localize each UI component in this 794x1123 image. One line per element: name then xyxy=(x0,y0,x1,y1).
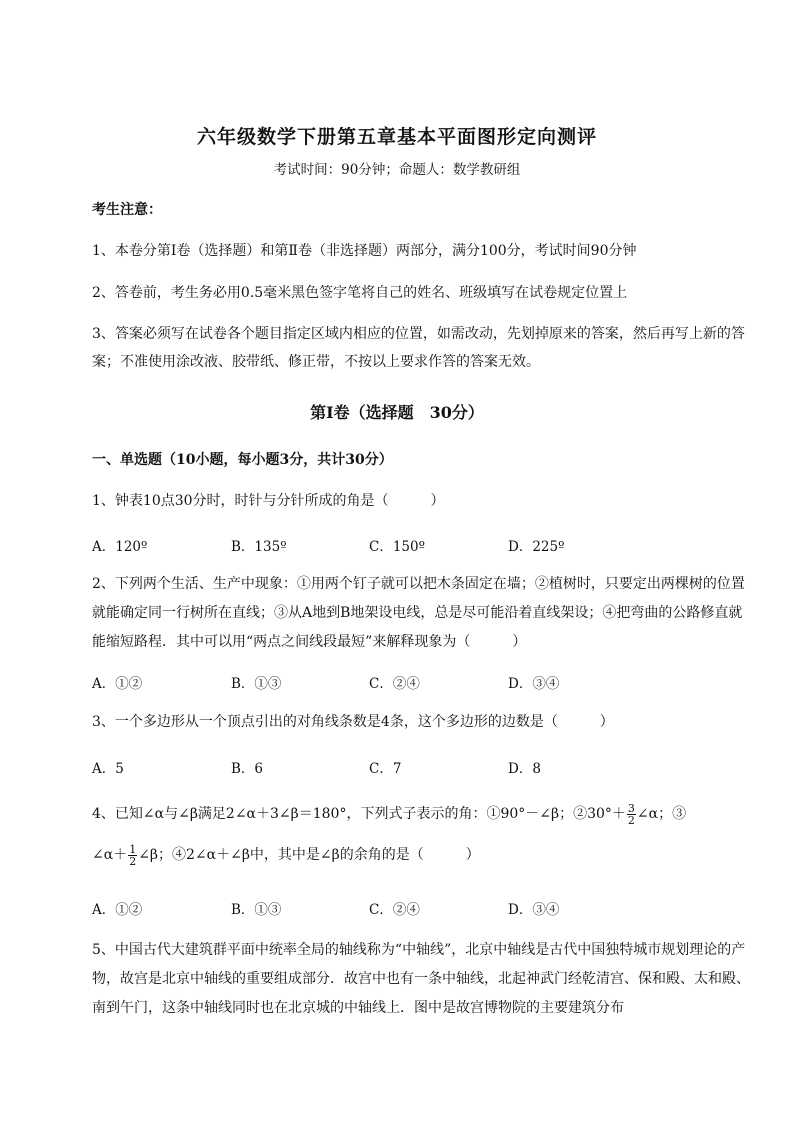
option-a: A．①② xyxy=(92,902,143,918)
option-c: C．②④ xyxy=(369,676,420,692)
question-4-stem-part-2: ∠α；③ xyxy=(636,806,687,822)
notice-item-1: 1、本卷分第I卷（选择题）和第Ⅱ卷（非选择题）两部分，满分100分，考试时间90分钟 xyxy=(92,243,637,259)
question-1-options xyxy=(92,535,752,555)
fraction-numerator: 3 xyxy=(627,801,635,815)
fraction-denominator: 2 xyxy=(627,813,635,827)
option-a: A．120º xyxy=(92,539,148,555)
question-2-options xyxy=(92,672,752,692)
fraction-3-over-2 xyxy=(627,803,636,826)
option-c: C．150º xyxy=(369,539,425,555)
option-d: D．225º xyxy=(508,539,565,555)
question-4-stem-part-4: ∠β；④2∠α＋∠β中，其中是∠β的余角的是（ ） xyxy=(138,847,480,863)
option-d: D．③④ xyxy=(508,902,560,918)
question-4-stem-part-3: ∠α＋ xyxy=(92,847,128,863)
option-c: C．②④ xyxy=(369,902,420,918)
option-b: B．6 xyxy=(231,761,264,777)
exam-subtitle: 考试时间：90分钟；命题人：数学教研组 xyxy=(273,162,521,178)
fraction-denominator: 2 xyxy=(129,854,137,868)
option-d: D．8 xyxy=(508,761,541,777)
fraction-numerator: 1 xyxy=(129,842,137,856)
question-3-stem: 3、一个多边形从一个顶点引出的对角线条数是4条，这个多边形的边数是（ ） xyxy=(92,714,614,730)
option-a: A．①② xyxy=(92,676,143,692)
question-4-options xyxy=(92,898,752,918)
question-4-stem-line-2 xyxy=(92,841,752,869)
question-4-stem-line-1 xyxy=(92,800,752,828)
option-a: A．5 xyxy=(92,761,124,777)
option-d: D．③④ xyxy=(508,676,560,692)
option-c: C．7 xyxy=(369,761,402,777)
notice-item-2: 2、答卷前，考生务必用0.5毫米黑色签字笔将自己的姓名、班级填写在试卷规定位置上 xyxy=(92,285,628,301)
question-3-options xyxy=(92,757,752,777)
exam-title: 六年级数学下册第五章基本平面图形定向测评 xyxy=(196,126,597,148)
fraction-1-over-2 xyxy=(128,844,137,867)
notice-heading: 考生注意： xyxy=(92,202,162,218)
option-b: B．①③ xyxy=(231,676,282,692)
question-4-stem-part-1: 4、已知∠α与∠β满足2∠α＋3∠β＝180°，下列式子表示的角：①90°－∠β；②30°＋ xyxy=(92,806,626,822)
option-b: B．①③ xyxy=(231,902,282,918)
section-title: 第I卷（选择题 30分） xyxy=(310,403,484,422)
option-b: B．135º xyxy=(231,539,287,555)
notice-item-3: 3、答案必须写在试卷各个题目指定区域内相应的位置，如需改动，先划掉原来的答案，然后再写上新的答案；不准使用涂改液、胶带纸、修正带，不按以上要求作答的答案无效。 xyxy=(92,326,745,370)
part-heading: 一、单选题（10小题，每小题3分，共计30分） xyxy=(92,452,393,468)
question-5-stem: 5、中国古代大建筑群平面中统率全局的轴线称为“中轴线”，北京中轴线是古代中国独特城市规划理论的产物，故宫是北京中轴线的重要组成部分．故宫中也有一条中轴线，北起神武门经乾清宫、保和殿、太和殿、南到午门，这条中轴线同时也在北京城的中轴线上．图中是故宫博物院的主要建筑分布 xyxy=(92,942,750,1016)
question-2-stem: 2、下列两个生活、生产中现象：①用两个钉子就可以把木条固定在墙；②植树时，只要定出两棵树的位置就能确定同一行树所在直线；③从A地到B地架设电线，总是尽可能沿着直线架设；④把弯曲的公路修直就能缩短路程．其中可以用“两点之间线段最短”来解释现象为（ ） xyxy=(92,576,745,650)
question-1-stem: 1、钟表10点30分时，时针与分针所成的角是（ ） xyxy=(92,493,445,509)
